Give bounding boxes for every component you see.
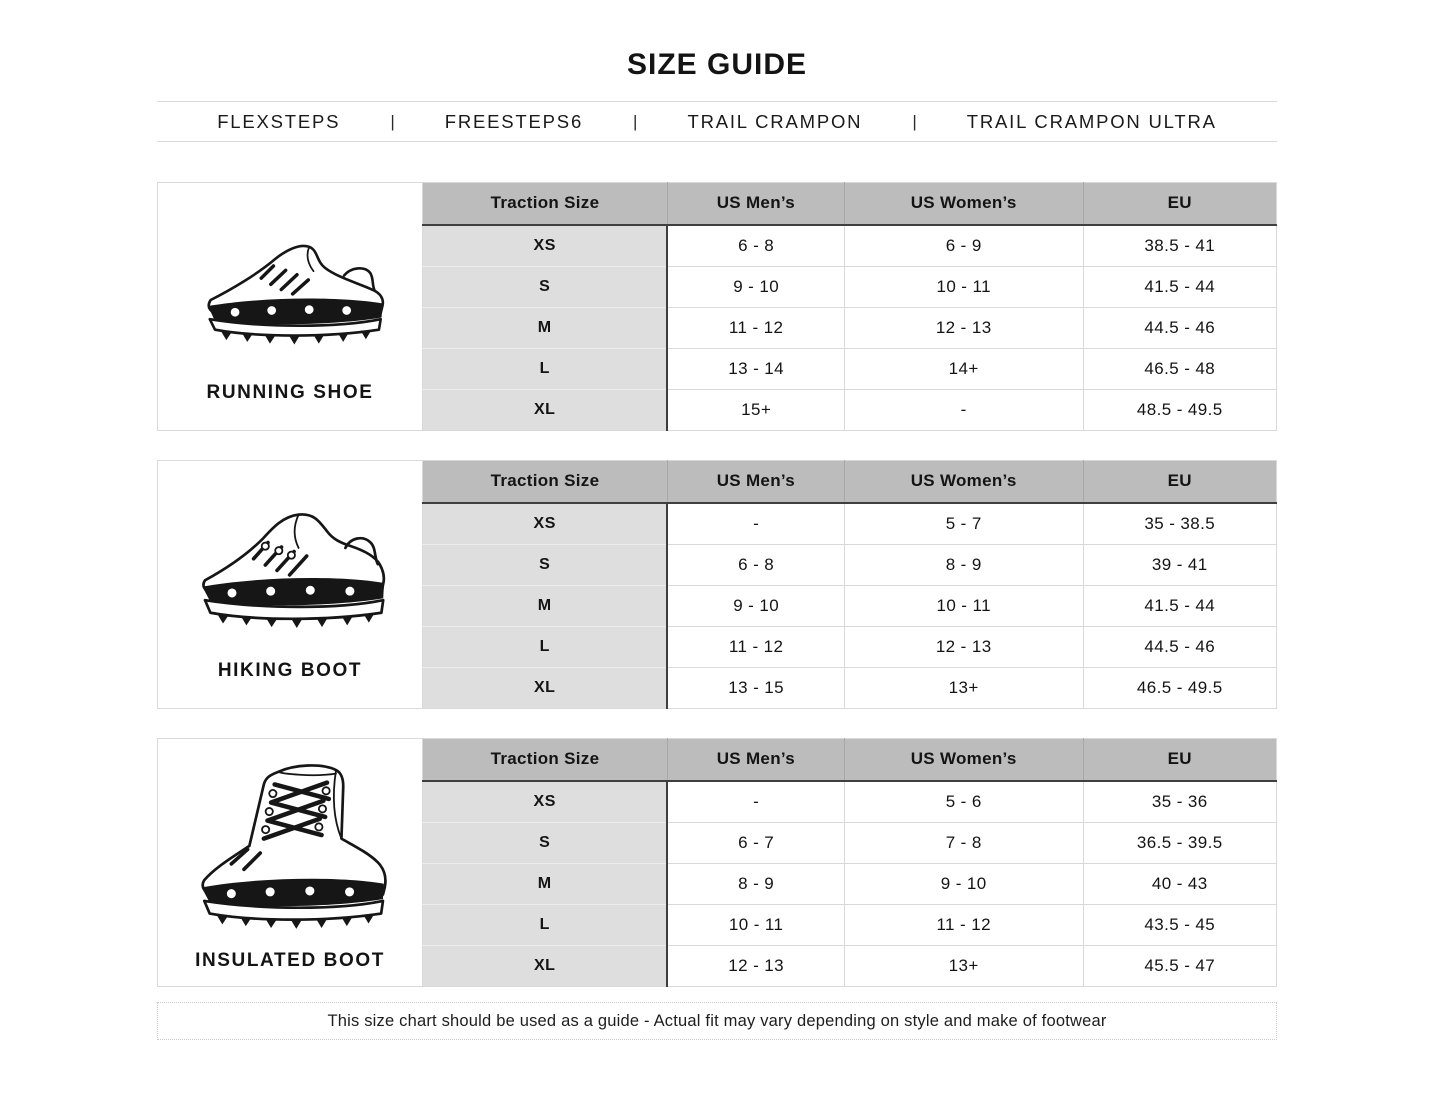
size-value-cell: 40 - 43 — [1083, 863, 1276, 904]
size-value-cell: 9 - 10 — [844, 863, 1083, 904]
traction-size-cell: XS — [423, 225, 668, 267]
size-value-cell: - — [667, 503, 844, 545]
product-link-trail-crampon[interactable]: TRAIL CRAMPON — [687, 110, 863, 132]
size-value-cell: 41.5 - 44 — [1083, 266, 1276, 307]
table-row — [423, 544, 1277, 585]
column-header: US Men’s — [667, 739, 844, 781]
shoe-type-label: RUNNING SHOE — [206, 382, 374, 403]
table-row — [423, 503, 1277, 545]
size-value-cell: 45.5 - 47 — [1083, 945, 1276, 986]
table-row — [423, 945, 1277, 986]
size-table-insulated-boot — [422, 738, 1277, 987]
column-header: Traction Size — [423, 461, 668, 503]
product-nav — [157, 101, 1277, 142]
traction-size-cell: S — [423, 266, 668, 307]
size-value-cell: 6 - 8 — [667, 544, 844, 585]
nav-separator: | — [633, 111, 638, 131]
size-value-cell: 10 - 11 — [844, 585, 1083, 626]
product-link-freesteps6[interactable]: FREESTEPS6 — [444, 110, 584, 132]
header-row — [423, 461, 1277, 503]
traction-size-cell: S — [423, 822, 668, 863]
column-header: US Women’s — [844, 183, 1083, 225]
traction-size-cell: XL — [423, 389, 668, 430]
header-row — [423, 183, 1277, 225]
size-value-cell: 12 - 13 — [844, 626, 1083, 667]
product-link-flexsteps[interactable]: FLEXSTEPS — [217, 110, 341, 132]
traction-size-cell: XL — [423, 667, 668, 708]
size-value-cell: 36.5 - 39.5 — [1083, 822, 1276, 863]
table-row — [423, 781, 1277, 823]
size-value-cell: 6 - 9 — [844, 225, 1083, 267]
size-section-hiking-boot — [157, 460, 1277, 709]
product-link-trail-crampon-ultra[interactable]: TRAIL CRAMPON ULTRA — [966, 110, 1217, 132]
traction-size-cell: XS — [423, 781, 668, 823]
size-value-cell: 9 - 10 — [667, 266, 844, 307]
table-row — [423, 389, 1277, 430]
nav-separator: | — [912, 111, 917, 131]
column-header: EU — [1083, 183, 1276, 225]
hiking-boot-icon — [178, 486, 403, 636]
table-row — [423, 266, 1277, 307]
size-value-cell: 11 - 12 — [844, 904, 1083, 945]
size-value-cell: 43.5 - 45 — [1083, 904, 1276, 945]
table-row — [423, 307, 1277, 348]
size-value-cell: 11 - 12 — [667, 626, 844, 667]
table-row — [423, 585, 1277, 626]
shoe-type-label: HIKING BOOT — [217, 660, 363, 681]
traction-size-cell: L — [423, 348, 668, 389]
traction-size-cell: L — [423, 904, 668, 945]
size-value-cell: 12 - 13 — [667, 945, 844, 986]
size-value-cell: 44.5 - 46 — [1083, 307, 1276, 348]
size-value-cell: 5 - 6 — [844, 781, 1083, 823]
size-value-cell: 35 - 36 — [1083, 781, 1276, 823]
size-section-insulated-boot — [157, 738, 1277, 987]
size-value-cell: 35 - 38.5 — [1083, 503, 1276, 545]
nav-separator: | — [390, 111, 395, 131]
size-value-cell: 8 - 9 — [667, 863, 844, 904]
insulated-boot-panel — [157, 738, 422, 987]
size-value-cell: 13 - 15 — [667, 667, 844, 708]
column-header: US Women’s — [844, 461, 1083, 503]
size-value-cell: 9 - 10 — [667, 585, 844, 626]
table-row — [423, 348, 1277, 389]
size-value-cell: 13+ — [844, 945, 1083, 986]
traction-size-cell: XS — [423, 503, 668, 545]
running-shoe-icon — [181, 213, 399, 353]
size-value-cell: 12 - 13 — [844, 307, 1083, 348]
size-value-cell: 14+ — [844, 348, 1083, 389]
column-header: US Men’s — [667, 183, 844, 225]
table-row — [423, 863, 1277, 904]
column-header: Traction Size — [423, 183, 668, 225]
size-value-cell: 10 - 11 — [844, 266, 1083, 307]
size-value-cell: 6 - 7 — [667, 822, 844, 863]
size-value-cell: 7 - 8 — [844, 822, 1083, 863]
column-header: EU — [1083, 739, 1276, 781]
size-table-hiking-boot — [422, 460, 1277, 709]
size-guide-page — [157, 0, 1277, 1040]
size-value-cell: 46.5 - 49.5 — [1083, 667, 1276, 708]
size-section-running-shoe — [157, 182, 1277, 431]
table-row — [423, 904, 1277, 945]
size-value-cell: - — [667, 781, 844, 823]
running-shoe-panel — [157, 182, 422, 431]
size-value-cell: 11 - 12 — [667, 307, 844, 348]
table-row — [423, 822, 1277, 863]
traction-size-cell: M — [423, 863, 668, 904]
size-value-cell: 48.5 - 49.5 — [1083, 389, 1276, 430]
traction-size-cell: M — [423, 585, 668, 626]
size-value-cell: 44.5 - 46 — [1083, 626, 1276, 667]
size-value-cell: 15+ — [667, 389, 844, 430]
size-value-cell: - — [844, 389, 1083, 430]
column-header: US Men’s — [667, 461, 844, 503]
size-guide-disclaimer: This size chart should be used as a guide - Actual fit may vary depending on style and make of footwear — [157, 1002, 1277, 1040]
column-header: US Women’s — [844, 739, 1083, 781]
size-value-cell: 13+ — [844, 667, 1083, 708]
size-value-cell: 41.5 - 44 — [1083, 585, 1276, 626]
size-value-cell: 39 - 41 — [1083, 544, 1276, 585]
size-value-cell: 10 - 11 — [667, 904, 844, 945]
header-row — [423, 739, 1277, 781]
size-value-cell: 46.5 - 48 — [1083, 348, 1276, 389]
traction-size-cell: XL — [423, 945, 668, 986]
table-row — [423, 626, 1277, 667]
column-header: EU — [1083, 461, 1276, 503]
size-value-cell: 13 - 14 — [667, 348, 844, 389]
size-value-cell: 8 - 9 — [844, 544, 1083, 585]
size-value-cell: 6 - 8 — [667, 225, 844, 267]
hiking-boot-panel — [157, 460, 422, 709]
column-header: Traction Size — [423, 739, 668, 781]
insulated-boot-icon — [175, 752, 405, 937]
traction-size-cell: L — [423, 626, 668, 667]
table-row — [423, 667, 1277, 708]
traction-size-cell: M — [423, 307, 668, 348]
size-value-cell: 5 - 7 — [844, 503, 1083, 545]
page-title: SIZE GUIDE — [626, 48, 808, 81]
traction-size-cell: S — [423, 544, 668, 585]
table-row — [423, 225, 1277, 267]
size-sections — [157, 182, 1277, 987]
shoe-type-label: INSULATED BOOT — [195, 950, 385, 971]
size-value-cell: 38.5 - 41 — [1083, 225, 1276, 267]
size-table-running-shoe — [422, 182, 1277, 431]
